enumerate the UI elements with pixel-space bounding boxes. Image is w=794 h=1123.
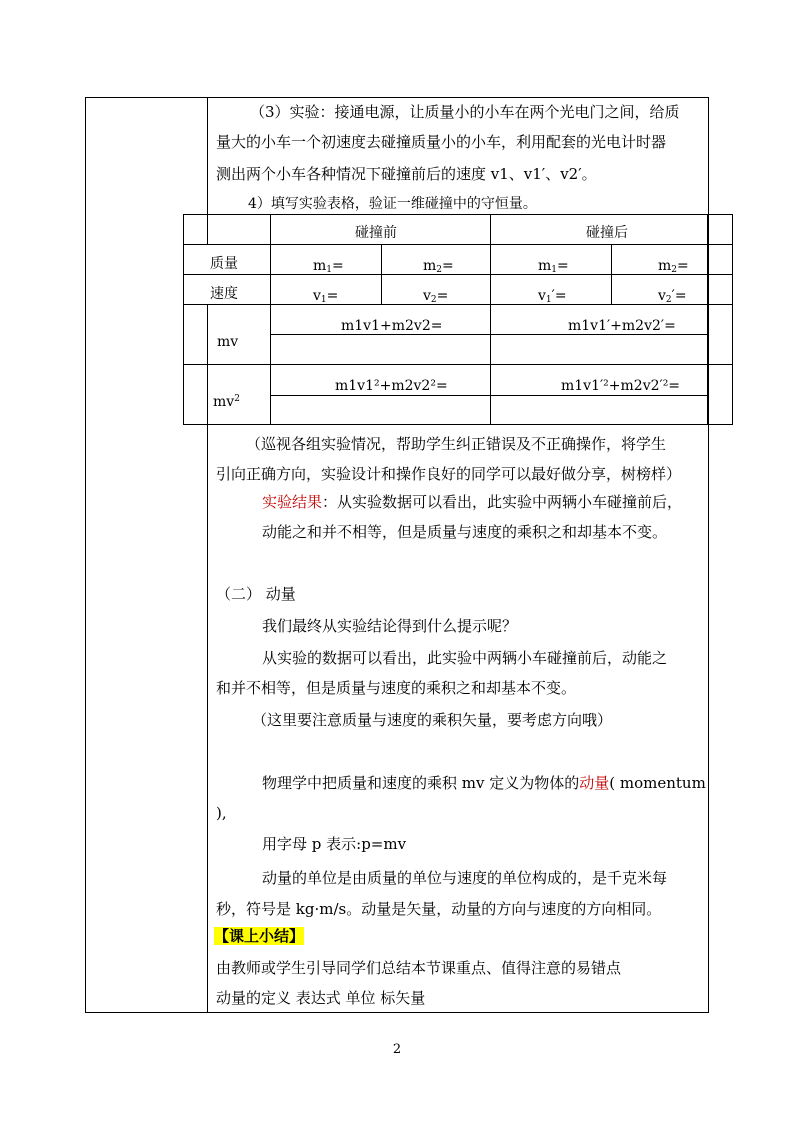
answer-line-1: 从实验的数据可以看出，此实验中两辆小车碰撞前后，动能之 [262,649,668,667]
cell-v2-after: $v_2'=$ [658,288,687,305]
section-heading-momentum: （二） 动量 [216,585,296,603]
symbol-line: 用字母 p 表示:p=mv [262,835,407,853]
question-line: 我们最终从实验结论得到什么提示呢？ [262,617,518,635]
answer-line-2: 和并不相等，但是质量与速度的乘积之和却基本不变。 [216,679,577,697]
column-divider-bottom [207,424,208,1013]
summary-line-1: 由教师或学生引导同学们总结本节课重点、值得注意的易错点 [216,959,622,977]
experiment-step-line-2: 量大的小车一个初速度去碰撞质量小的小车，利用配套的光电计时器 [216,133,667,151]
note-line: （这里要注意质量与速度的乘积矢量，要考虑方向哦） [252,711,613,729]
formula-mv2-after: m1v1′²+m2v2′²= [561,378,681,394]
cell-m2-before: $m_2=$ [423,258,454,275]
cell-v1-after: $v_1'=$ [538,288,567,305]
page-number: 2 [392,1042,402,1057]
row-label-mass: 质量 [210,256,238,272]
guide-line-1: （巡视各组实验情况，帮助学生纠正错误及不正确操作，将学生 [246,435,667,453]
result-line-1: 实验结果：从实验数据可以看出，此实验中两辆小车碰撞前后， [262,493,683,511]
cell-m1-before: $m_1=$ [313,258,344,275]
row-label-mv: mv [217,334,239,350]
experiment-step-line-1: （3）实验：接通电源，让质量小的小车在两个光电门之间，给质 [250,103,680,121]
cell-m2-after: $m_2=$ [658,258,689,275]
cell-v2-before: $v_2=$ [423,288,449,305]
unit-line-2: 秒，符号是 kg·m/s。动量是矢量，动量的方向与速度的方向相同。 [216,900,662,918]
definition-close: ), [216,804,227,822]
column-divider-top [207,97,208,214]
result-label: 实验结果 [262,493,323,511]
row-label-mv2: $mv^2$ [213,394,240,410]
unit-line-1: 动量的单位是由质量的单位与速度的单位构成的，是千克米每 [262,869,668,887]
guide-line-2: 引向正确方向，实验设计和操作良好的同学可以最好做分享，树榜样） [216,465,682,483]
experiment-data-table [183,214,733,424]
experiment-step-line-3: 测出两个小车各种情况下碰撞前后的速度 v1、v1′、v2′。 [216,165,597,183]
row-label-velocity: 速度 [210,286,238,302]
result-line-2: 动能之和并不相等，但是质量与速度的乘积之和却基本不变。 [262,523,668,541]
formula-mv-before: m1v1+m2v2= [341,318,443,334]
term-momentum: 动量 [579,774,610,792]
formula-mv2-before: m1v1²+m2v2²= [335,378,448,394]
cell-m1-after: $m_1=$ [538,258,569,275]
header-after: 碰撞后 [586,225,628,241]
summary-line-2: 动量的定义 表达式 单位 标矢量 [216,989,426,1007]
table-intro: 4）填写实验表格，验证一维碰撞中的守恒量。 [248,196,537,212]
header-before: 碰撞前 [355,225,397,241]
summary-heading: 【课上小结】 [214,927,305,945]
formula-mv-after: m1v1′+m2v2′= [568,318,676,334]
definition-line: 物理学中把质量和速度的乘积 mv 定义为物体的动量( momentum [262,774,706,792]
cell-v1-before: $v_1=$ [313,288,339,305]
